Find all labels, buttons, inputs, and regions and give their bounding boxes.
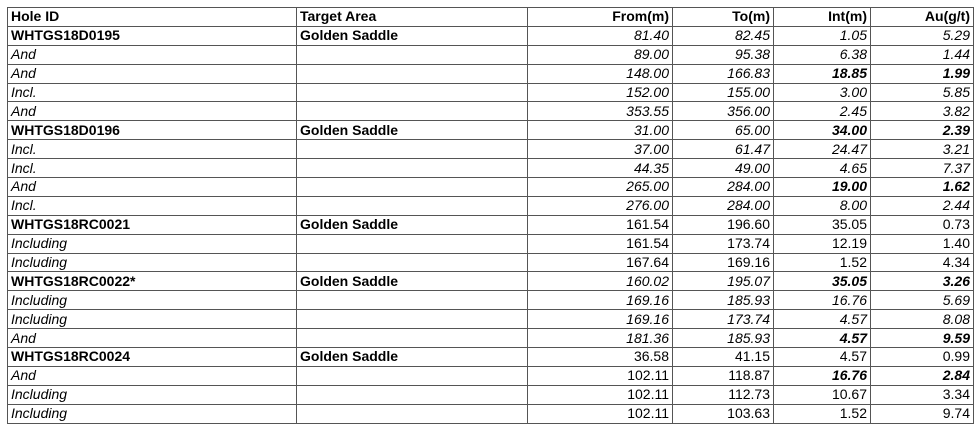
from-cell: 167.64 [528, 253, 673, 272]
grade-cell: 9.59 [871, 329, 974, 348]
from-cell: 102.11 [528, 385, 673, 404]
hole-id-cell: Including [8, 310, 297, 329]
interval-cell: 35.05 [774, 215, 871, 234]
hole-id-cell: WHTGS18RC0021 [8, 215, 297, 234]
grade-cell: 7.37 [871, 159, 974, 178]
interval-cell: 34.00 [774, 121, 871, 140]
to-cell: 284.00 [673, 178, 774, 197]
hole-id-cell: Including [8, 385, 297, 404]
from-cell: 89.00 [528, 45, 673, 64]
target-area-cell: Golden Saddle [297, 26, 528, 45]
table-row [8, 102, 974, 121]
from-cell: 148.00 [528, 64, 673, 83]
to-cell: 65.00 [673, 121, 774, 140]
hole-id-cell: Incl. [8, 140, 297, 159]
to-cell: 195.07 [673, 272, 774, 291]
from-cell: 37.00 [528, 140, 673, 159]
interval-cell: 2.45 [774, 102, 871, 121]
grade-cell: 8.08 [871, 310, 974, 329]
from-cell: 353.55 [528, 102, 673, 121]
drill-results-table [7, 7, 974, 424]
from-cell: 161.54 [528, 215, 673, 234]
table-row [8, 348, 974, 367]
grade-cell: 2.84 [871, 366, 974, 385]
hole-id-cell: And [8, 45, 297, 64]
grade-cell: 2.44 [871, 196, 974, 215]
table-row [8, 64, 974, 83]
interval-cell: 18.85 [774, 64, 871, 83]
table-row [8, 310, 974, 329]
table-row [8, 404, 974, 423]
hole-id-cell: WHTGS18RC0024 [8, 348, 297, 367]
hole-id-cell: Incl. [8, 196, 297, 215]
grade-cell: 3.26 [871, 272, 974, 291]
to-cell: 169.16 [673, 253, 774, 272]
interval-cell: 4.57 [774, 329, 871, 348]
to-cell: 112.73 [673, 385, 774, 404]
from-cell: 181.36 [528, 329, 673, 348]
to-cell: 173.74 [673, 234, 774, 253]
to-cell: 173.74 [673, 310, 774, 329]
grade-cell: 1.99 [871, 64, 974, 83]
target-area-cell [297, 291, 528, 310]
grade-cell: 5.69 [871, 291, 974, 310]
to-cell: 155.00 [673, 83, 774, 102]
interval-cell: 12.19 [774, 234, 871, 253]
target-area-cell [297, 178, 528, 197]
target-area-cell: Golden Saddle [297, 215, 528, 234]
grade-cell: 3.34 [871, 385, 974, 404]
to-cell: 41.15 [673, 348, 774, 367]
interval-cell: 35.05 [774, 272, 871, 291]
grade-cell: 3.82 [871, 102, 974, 121]
from-cell: 160.02 [528, 272, 673, 291]
table-row [8, 385, 974, 404]
interval-cell: 16.76 [774, 291, 871, 310]
target-area-cell: Golden Saddle [297, 348, 528, 367]
to-cell: 166.83 [673, 64, 774, 83]
interval-cell: 1.52 [774, 404, 871, 423]
grade-cell: 9.74 [871, 404, 974, 423]
target-area-cell [297, 329, 528, 348]
interval-cell: 1.52 [774, 253, 871, 272]
table-row [8, 234, 974, 253]
table-row [8, 366, 974, 385]
grade-cell: 4.34 [871, 253, 974, 272]
to-cell: 49.00 [673, 159, 774, 178]
to-cell: 95.38 [673, 45, 774, 64]
interval-cell: 6.38 [774, 45, 871, 64]
target-area-cell [297, 310, 528, 329]
grade-cell: 0.99 [871, 348, 974, 367]
interval-cell: 1.05 [774, 26, 871, 45]
interval-cell: 16.76 [774, 366, 871, 385]
grade-cell: 2.39 [871, 121, 974, 140]
hole-id-cell: Incl. [8, 83, 297, 102]
from-cell: 102.11 [528, 404, 673, 423]
to-cell: 61.47 [673, 140, 774, 159]
target-area-cell: Golden Saddle [297, 121, 528, 140]
hole-id-cell: Incl. [8, 159, 297, 178]
interval-cell: 8.00 [774, 196, 871, 215]
hole-id-cell: WHTGS18RC0022* [8, 272, 297, 291]
header-row [8, 8, 974, 27]
header-hole-id: Hole ID [8, 8, 297, 27]
hole-id-cell: WHTGS18D0195 [8, 26, 297, 45]
interval-cell: 24.47 [774, 140, 871, 159]
from-cell: 31.00 [528, 121, 673, 140]
hole-id-cell: Including [8, 404, 297, 423]
table-row [8, 121, 974, 140]
interval-cell: 4.65 [774, 159, 871, 178]
interval-cell: 4.57 [774, 348, 871, 367]
table-row [8, 159, 974, 178]
header-target-area: Target Area [297, 8, 528, 27]
table-row [8, 178, 974, 197]
grade-cell: 5.29 [871, 26, 974, 45]
from-cell: 36.58 [528, 348, 673, 367]
hole-id-cell: Including [8, 291, 297, 310]
table-body [8, 26, 974, 423]
to-cell: 82.45 [673, 26, 774, 45]
from-cell: 102.11 [528, 366, 673, 385]
hole-id-cell: And [8, 366, 297, 385]
grade-cell: 1.62 [871, 178, 974, 197]
to-cell: 103.63 [673, 404, 774, 423]
interval-cell: 3.00 [774, 83, 871, 102]
interval-cell: 4.57 [774, 310, 871, 329]
to-cell: 185.93 [673, 329, 774, 348]
interval-cell: 10.67 [774, 385, 871, 404]
header-au: Au(g/t) [871, 8, 974, 27]
target-area-cell [297, 45, 528, 64]
table-row [8, 83, 974, 102]
hole-id-cell: And [8, 329, 297, 348]
hole-id-cell: And [8, 102, 297, 121]
header-to: To(m) [673, 8, 774, 27]
to-cell: 185.93 [673, 291, 774, 310]
to-cell: 196.60 [673, 215, 774, 234]
table-row [8, 272, 974, 291]
table-row [8, 329, 974, 348]
table-row [8, 140, 974, 159]
target-area-cell [297, 83, 528, 102]
header-int: Int(m) [774, 8, 871, 27]
target-area-cell [297, 234, 528, 253]
table-row [8, 26, 974, 45]
interval-cell: 19.00 [774, 178, 871, 197]
table-row [8, 45, 974, 64]
grade-cell: 3.21 [871, 140, 974, 159]
hole-id-cell: Including [8, 234, 297, 253]
target-area-cell [297, 366, 528, 385]
from-cell: 265.00 [528, 178, 673, 197]
from-cell: 276.00 [528, 196, 673, 215]
table-row [8, 215, 974, 234]
grade-cell: 5.85 [871, 83, 974, 102]
to-cell: 118.87 [673, 366, 774, 385]
target-area-cell [297, 385, 528, 404]
target-area-cell [297, 64, 528, 83]
from-cell: 81.40 [528, 26, 673, 45]
target-area-cell [297, 102, 528, 121]
to-cell: 356.00 [673, 102, 774, 121]
header-from: From(m) [528, 8, 673, 27]
to-cell: 284.00 [673, 196, 774, 215]
target-area-cell [297, 404, 528, 423]
target-area-cell [297, 140, 528, 159]
table-row [8, 196, 974, 215]
hole-id-cell: And [8, 178, 297, 197]
target-area-cell [297, 196, 528, 215]
from-cell: 169.16 [528, 291, 673, 310]
table-row [8, 253, 974, 272]
grade-cell: 1.44 [871, 45, 974, 64]
from-cell: 161.54 [528, 234, 673, 253]
from-cell: 44.35 [528, 159, 673, 178]
from-cell: 152.00 [528, 83, 673, 102]
target-area-cell [297, 253, 528, 272]
table-row [8, 291, 974, 310]
target-area-cell [297, 159, 528, 178]
from-cell: 169.16 [528, 310, 673, 329]
hole-id-cell: Including [8, 253, 297, 272]
hole-id-cell: WHTGS18D0196 [8, 121, 297, 140]
grade-cell: 1.40 [871, 234, 974, 253]
grade-cell: 0.73 [871, 215, 974, 234]
hole-id-cell: And [8, 64, 297, 83]
target-area-cell: Golden Saddle [297, 272, 528, 291]
